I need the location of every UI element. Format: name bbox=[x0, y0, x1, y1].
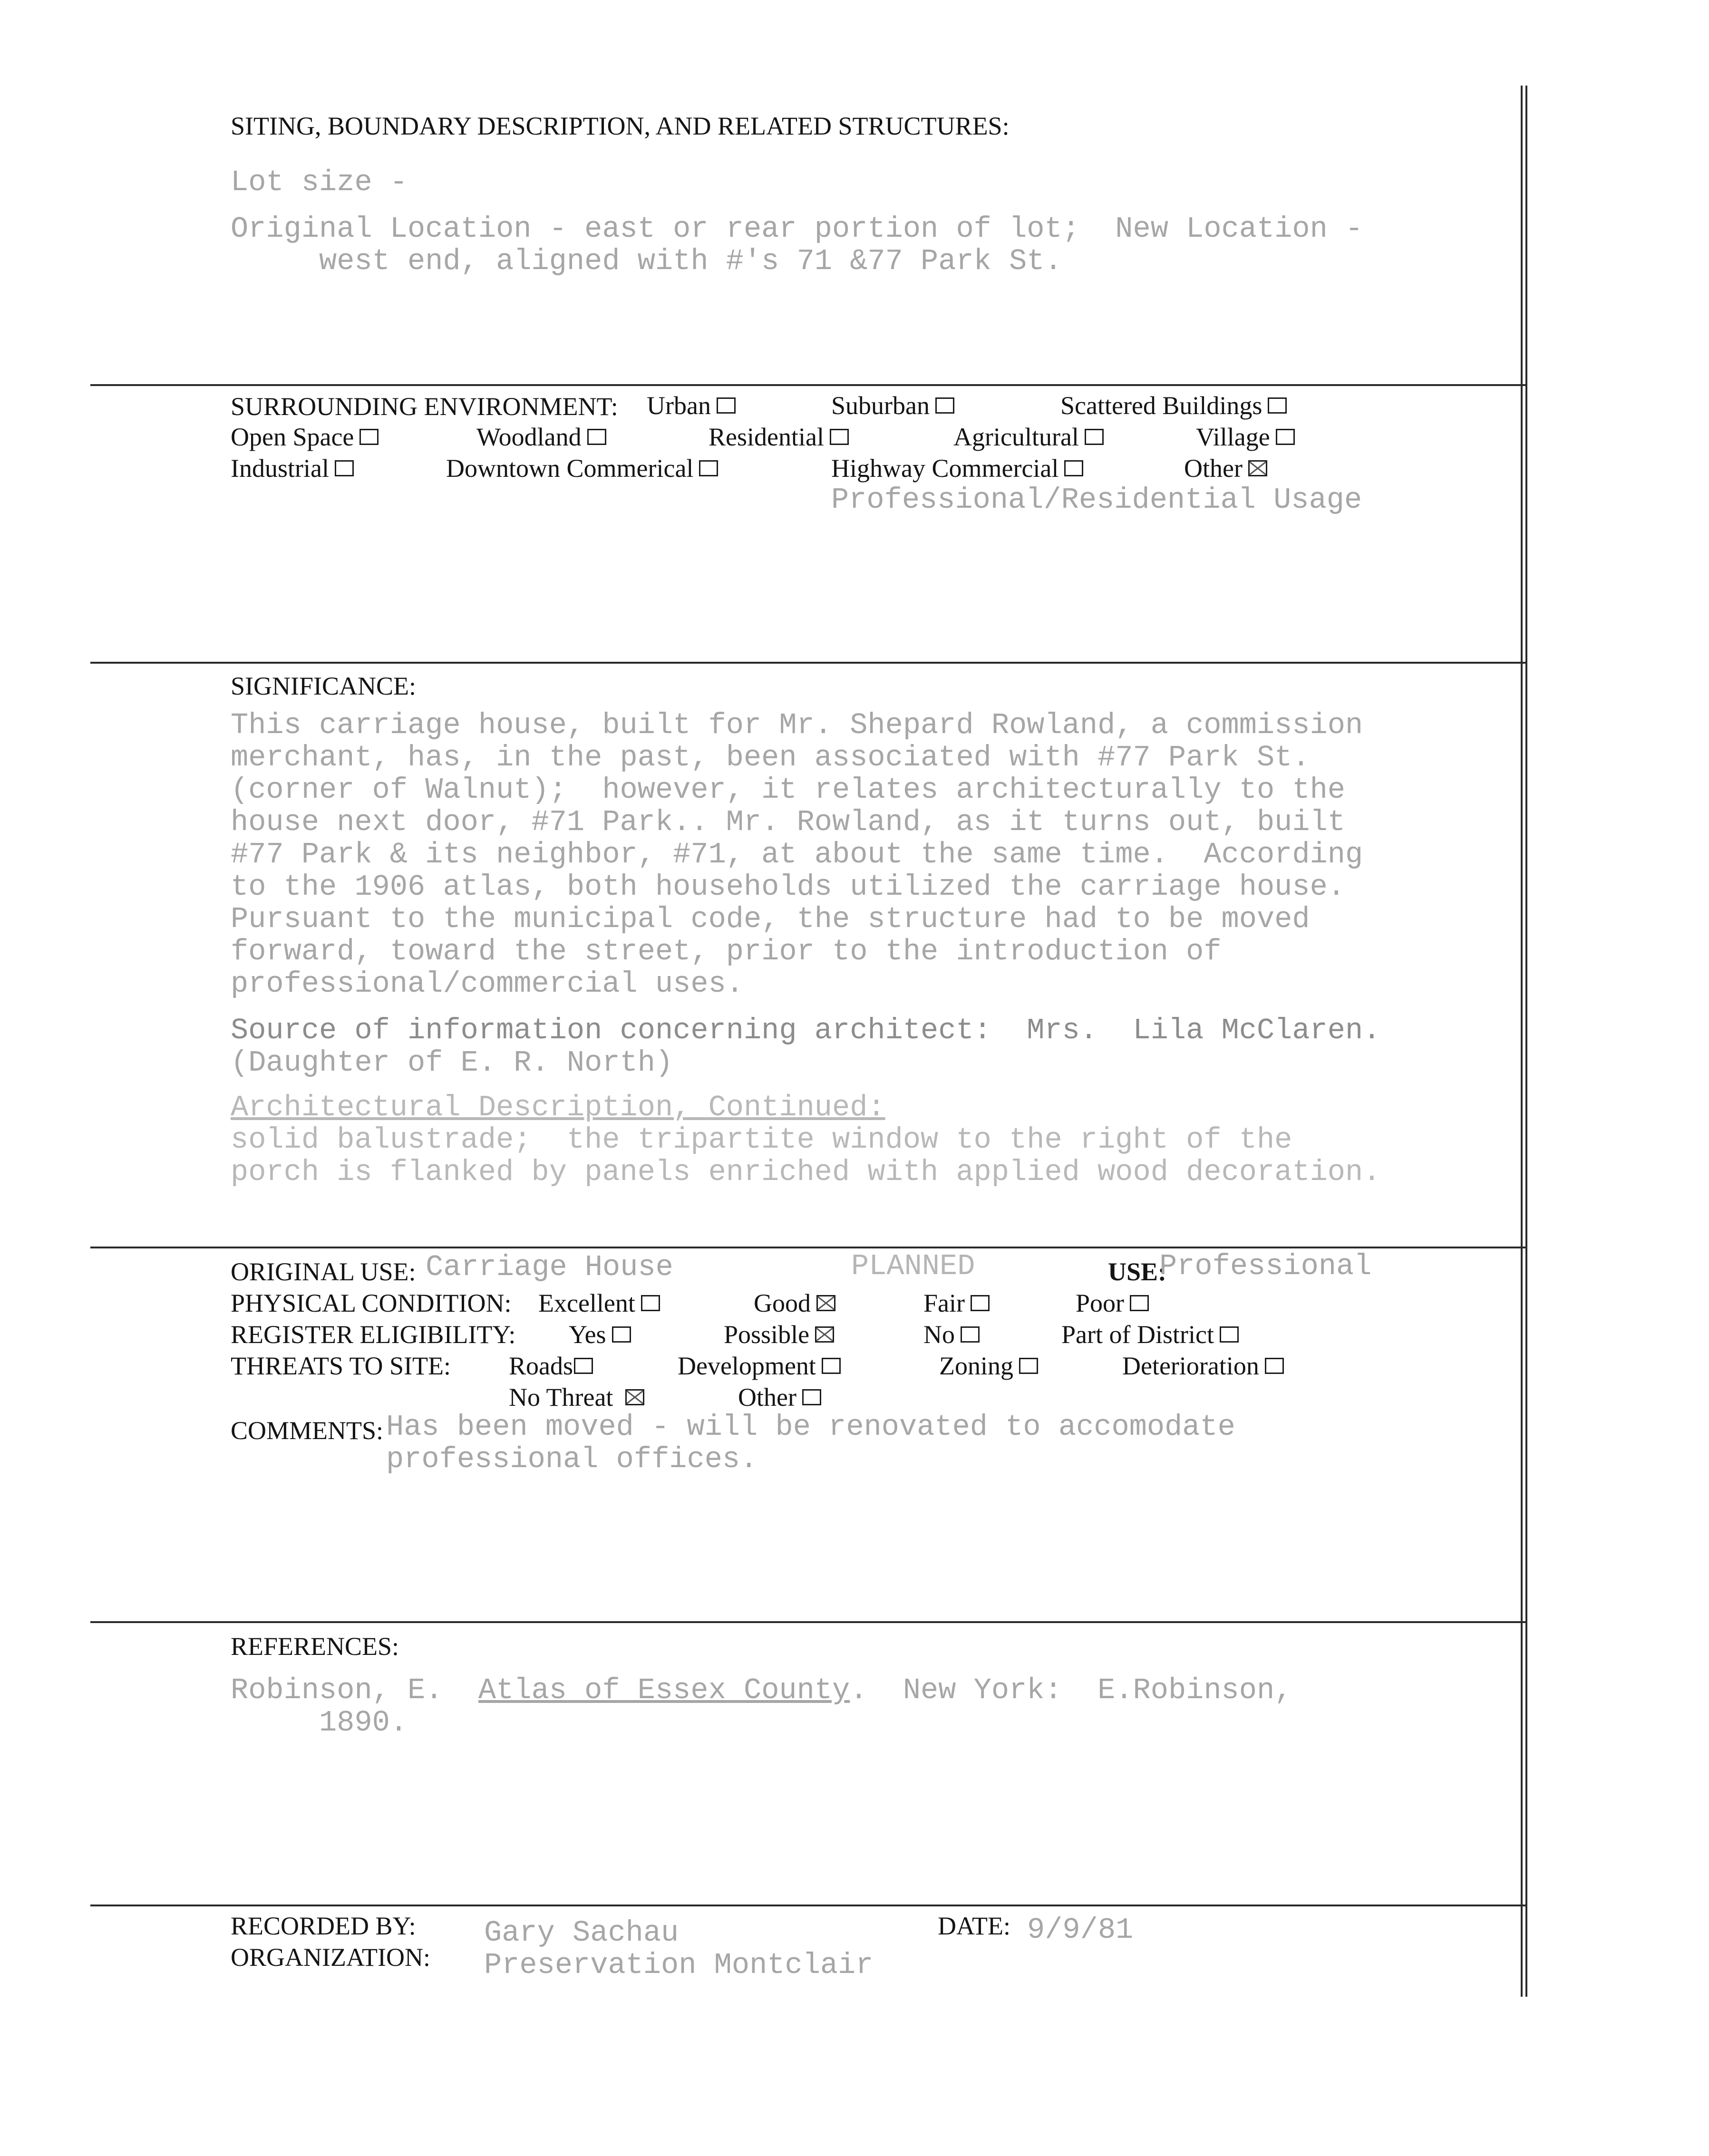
env-downtown-option[interactable] bbox=[446, 453, 718, 484]
option-label: Highway Commercial bbox=[831, 454, 1059, 483]
reference-year: 1890. bbox=[231, 1706, 408, 1740]
scattered-buildings-checkbox[interactable] bbox=[1268, 397, 1287, 414]
option-label: Agricultural bbox=[953, 423, 1079, 451]
eligibility-yes-option[interactable] bbox=[569, 1319, 631, 1350]
option-label: Scattered Buildings bbox=[1060, 391, 1262, 420]
village-checkbox[interactable] bbox=[1276, 429, 1295, 445]
organization-label: ORGANIZATION: bbox=[231, 1943, 430, 1972]
right-border-outer bbox=[1521, 86, 1523, 1997]
organization-value: Preservation Montclair bbox=[484, 1948, 874, 1982]
significance-line: This carriage house, built for Mr. Shepard Rowland, a commission bbox=[231, 708, 1363, 742]
fair-checkbox[interactable] bbox=[971, 1295, 990, 1311]
option-label: Poor bbox=[1076, 1289, 1125, 1317]
comments-line-1: Has been moved - will be renovated to accomodate bbox=[386, 1410, 1235, 1444]
condition-poor-option[interactable] bbox=[1076, 1287, 1149, 1319]
option-label: Urban bbox=[647, 391, 711, 420]
option-label: Downtown Commerical bbox=[446, 454, 694, 483]
option-label: Residential bbox=[709, 423, 824, 451]
residential-checkbox[interactable] bbox=[830, 429, 849, 445]
option-label: Roads bbox=[509, 1352, 573, 1380]
reference-title: Atlas of Essex County bbox=[478, 1673, 850, 1707]
references-heading: REFERENCES: bbox=[231, 1632, 399, 1661]
comments-line-2: professional offices. bbox=[386, 1442, 758, 1476]
option-label: No Threat bbox=[509, 1383, 613, 1412]
highway-commercial-checkbox[interactable] bbox=[1064, 460, 1083, 476]
option-label: Woodland bbox=[476, 423, 582, 451]
reference-entry bbox=[231, 1674, 1292, 1707]
register-eligibility-label: REGISTER ELIGIBILITY: bbox=[231, 1320, 516, 1349]
planned-label: PLANNED bbox=[851, 1249, 975, 1283]
condition-excellent-option[interactable] bbox=[538, 1287, 660, 1319]
option-label: Yes bbox=[569, 1320, 606, 1349]
threat-other-checkbox[interactable] bbox=[802, 1389, 821, 1405]
env-other-option[interactable] bbox=[1184, 453, 1267, 484]
original-use-value: Carriage House bbox=[426, 1250, 673, 1284]
original-use-label: ORIGINAL USE: bbox=[231, 1257, 416, 1286]
env-woodland-option[interactable] bbox=[476, 421, 606, 453]
no-checkbox[interactable] bbox=[961, 1326, 980, 1343]
significance-line: #77 Park & its neighbor, #71, at about the same time. According bbox=[231, 838, 1363, 871]
env-village-option[interactable] bbox=[1196, 421, 1295, 453]
env-suburban-option[interactable] bbox=[831, 390, 954, 421]
lot-size-line: Lot size - bbox=[231, 165, 408, 199]
option-label: Suburban bbox=[831, 391, 930, 420]
env-scattered-option[interactable] bbox=[1060, 390, 1287, 421]
architect-source-line-2: (Daughter of E. R. North) bbox=[231, 1046, 673, 1080]
option-label: Open Space bbox=[231, 423, 354, 451]
significance-line: house next door, #71 Park.. Mr. Rowland, as it turns out, built bbox=[231, 805, 1345, 839]
recorded-by-value: Gary Sachau bbox=[484, 1916, 679, 1950]
option-label: Deterioration bbox=[1122, 1352, 1259, 1380]
option-label: Possible bbox=[724, 1320, 810, 1349]
physical-condition-label: PHYSICAL CONDITION: bbox=[231, 1289, 512, 1317]
possible-checkbox[interactable] bbox=[815, 1326, 834, 1343]
threat-zoning-option[interactable] bbox=[939, 1350, 1038, 1382]
location-line-1: Original Location - east or rear portion of lot; New Location - bbox=[231, 212, 1363, 246]
option-label: Development bbox=[678, 1352, 816, 1380]
option-label: Other bbox=[1184, 454, 1243, 483]
architectural-description-heading: Architectural Description, Continued: bbox=[231, 1091, 885, 1124]
significance-heading: SIGNIFICANCE: bbox=[231, 672, 417, 700]
option-label: No bbox=[923, 1320, 955, 1349]
significance-line: to the 1906 atlas, both households utilized the carriage house. bbox=[231, 870, 1345, 904]
significance-line: Pursuant to the municipal code, the structure had to be moved bbox=[231, 902, 1310, 936]
date-value: 9/9/81 bbox=[1027, 1913, 1134, 1947]
env-urban-option[interactable] bbox=[647, 390, 736, 421]
option-label: Excellent bbox=[538, 1289, 635, 1317]
architectural-description-line: porch is flanked by panels enriched with applied wood decoration. bbox=[231, 1155, 1381, 1189]
open-space-checkbox[interactable] bbox=[359, 429, 379, 445]
option-label: Zoning bbox=[939, 1352, 1013, 1380]
excellent-checkbox[interactable] bbox=[641, 1295, 660, 1311]
date-label: DATE: bbox=[938, 1912, 1010, 1940]
option-label: Fair bbox=[923, 1289, 965, 1317]
right-border-inner bbox=[1525, 86, 1527, 1997]
option-label: Village bbox=[1196, 423, 1270, 451]
architectural-description-line: solid balustrade; the tripartite window to the right of the bbox=[231, 1123, 1292, 1157]
architect-source-line: Source of information concerning architect: Mrs. Lila McClaren. bbox=[231, 1014, 1381, 1047]
threat-development-option[interactable] bbox=[678, 1350, 841, 1382]
env-agricultural-option[interactable] bbox=[953, 421, 1104, 453]
poor-checkbox[interactable] bbox=[1130, 1295, 1149, 1311]
env-open-space-option[interactable] bbox=[231, 421, 379, 453]
woodland-checkbox[interactable] bbox=[587, 429, 606, 445]
threat-no-threat-option[interactable] bbox=[509, 1382, 644, 1413]
urban-checkbox[interactable] bbox=[717, 397, 736, 414]
section-divider-1 bbox=[90, 384, 1526, 386]
other-checkbox[interactable] bbox=[1248, 460, 1267, 476]
siting-heading: SITING, BOUNDARY DESCRIPTION, AND RELATED STRUCTURES: bbox=[231, 112, 1010, 140]
reference-publisher: . New York: E.Robinson, bbox=[850, 1673, 1292, 1707]
env-highway-option[interactable] bbox=[831, 453, 1083, 484]
industrial-checkbox[interactable] bbox=[335, 460, 354, 476]
comments-label: COMMENTS: bbox=[231, 1416, 384, 1445]
threats-label: THREATS TO SITE: bbox=[231, 1352, 451, 1380]
eligibility-possible-option[interactable] bbox=[724, 1319, 834, 1350]
section-divider-5 bbox=[90, 1905, 1526, 1906]
deterioration-checkbox[interactable] bbox=[1265, 1358, 1284, 1374]
planned-use-label: USE: bbox=[1108, 1257, 1167, 1286]
option-label: Part of District bbox=[1061, 1320, 1214, 1349]
recorded-by-label: RECORDED BY: bbox=[231, 1912, 416, 1940]
significance-line: forward, toward the street, prior to the introduction of bbox=[231, 935, 1222, 968]
significance-line: (corner of Walnut); however, it relates architecturally to the bbox=[231, 773, 1345, 807]
option-label: Other bbox=[738, 1383, 796, 1412]
suburban-checkbox[interactable] bbox=[935, 397, 954, 414]
significance-line: merchant, has, in the past, been associated with #77 Park St. bbox=[231, 741, 1310, 774]
environment-other-text: Professional/Residential Usage bbox=[831, 483, 1362, 517]
threat-other-option[interactable] bbox=[738, 1382, 821, 1413]
threat-roads-option[interactable] bbox=[509, 1350, 593, 1382]
roads-checkbox[interactable] bbox=[574, 1358, 593, 1374]
section-divider-4 bbox=[90, 1621, 1526, 1623]
downtown-commerical-checkbox[interactable] bbox=[699, 460, 718, 476]
threat-deterioration-option[interactable] bbox=[1122, 1350, 1284, 1382]
zoning-checkbox[interactable] bbox=[1019, 1358, 1038, 1374]
yes-checkbox[interactable] bbox=[612, 1326, 631, 1343]
option-label: Industrial bbox=[231, 454, 329, 483]
significance-line: professional/commercial uses. bbox=[231, 967, 744, 1001]
condition-fair-option[interactable] bbox=[923, 1287, 990, 1319]
part-of-district-checkbox[interactable] bbox=[1220, 1326, 1239, 1343]
env-residential-option[interactable] bbox=[709, 421, 849, 453]
development-checkbox[interactable] bbox=[822, 1358, 841, 1374]
option-label: Good bbox=[754, 1289, 811, 1317]
good-checkbox[interactable] bbox=[816, 1295, 835, 1311]
location-line-2: west end, aligned with #'s 71 &77 Park St. bbox=[231, 244, 1062, 278]
section-divider-2 bbox=[90, 662, 1526, 664]
condition-good-option[interactable] bbox=[754, 1287, 835, 1319]
reference-author: Robinson, E. bbox=[231, 1673, 443, 1707]
agricultural-checkbox[interactable] bbox=[1085, 429, 1104, 445]
eligibility-no-option[interactable] bbox=[923, 1319, 980, 1350]
planned-use-value: Professional bbox=[1159, 1249, 1372, 1283]
eligibility-district-option[interactable] bbox=[1061, 1319, 1239, 1350]
no-threat-checkbox[interactable] bbox=[625, 1389, 644, 1405]
section-divider-3 bbox=[90, 1247, 1526, 1248]
env-industrial-option[interactable] bbox=[231, 453, 354, 484]
environment-heading: SURROUNDING ENVIRONMENT: bbox=[231, 392, 618, 421]
